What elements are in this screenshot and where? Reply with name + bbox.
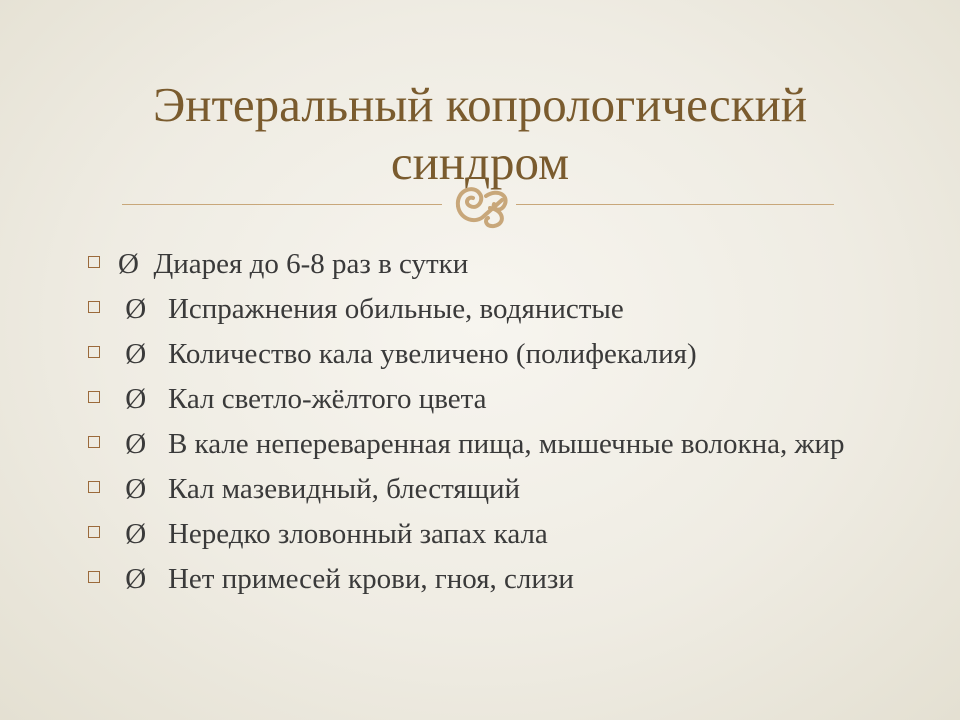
checkbox-bullet-icon	[88, 526, 100, 538]
arrow-marker: Ø	[125, 428, 147, 460]
bullet-text: Испражнения обильные, водянистые	[167, 293, 624, 325]
arrow-marker: Ø	[125, 473, 147, 505]
checkbox-bullet-icon	[88, 256, 100, 268]
arrow-marker: Ø	[125, 338, 147, 370]
list-item	[86, 379, 846, 419]
checkbox-bullet-icon	[88, 391, 100, 403]
slide-title: Энтеральный копрологический синдром	[152, 77, 808, 190]
bullet-text: Кал светло-жёлтого цвета	[167, 383, 487, 415]
list-item	[86, 424, 846, 464]
arrow-marker: Ø	[125, 563, 147, 595]
checkbox-bullet-icon	[88, 481, 100, 493]
bullet-text: Диарея до 6-8 раз в сутки	[153, 248, 469, 280]
bullet-text: В кале непереваренная пища, мышечные волокна, жир	[167, 428, 845, 460]
arrow-marker: Ø	[125, 383, 147, 415]
bullet-list	[86, 244, 846, 604]
checkbox-bullet-icon	[88, 346, 100, 358]
title-divider-left	[122, 204, 442, 205]
list-item	[86, 559, 846, 599]
arrow-marker: Ø	[125, 518, 147, 550]
list-item	[86, 289, 846, 329]
list-item	[86, 334, 846, 374]
arrow-marker: Ø	[125, 293, 147, 325]
list-item	[86, 469, 846, 509]
bullet-text: Количество кала увеличено (полифекалия)	[167, 338, 697, 370]
title-divider-right	[516, 204, 834, 205]
arrow-marker: Ø	[118, 248, 139, 280]
list-item	[86, 514, 846, 554]
bullet-text: Кал мазевидный, блестящий	[167, 473, 521, 505]
checkbox-bullet-icon	[88, 571, 100, 583]
checkbox-bullet-icon	[88, 436, 100, 448]
bullet-text: Нет примесей крови, гноя, слизи	[167, 563, 574, 595]
bullet-text: Нередко зловонный запах кала	[167, 518, 548, 550]
checkbox-bullet-icon	[88, 301, 100, 313]
fleuron-ornament-icon	[446, 176, 516, 230]
list-item	[86, 244, 846, 284]
